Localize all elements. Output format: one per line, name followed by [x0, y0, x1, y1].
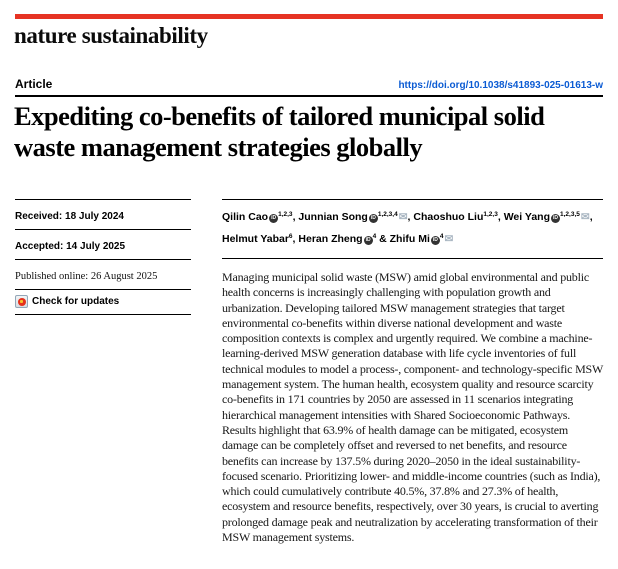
author-name: Heran Zheng [298, 233, 363, 245]
author [390, 233, 454, 245]
accepted-row [15, 229, 191, 259]
check-for-updates-label: Check for updates [32, 296, 120, 307]
brand-bar [15, 14, 603, 19]
author [504, 211, 593, 223]
published-row [15, 259, 191, 289]
metadata-column [15, 199, 191, 545]
affiliation-superscript: 1,2,3 [483, 211, 498, 218]
author-name: Chaoshuo Liu [413, 211, 484, 223]
orcid-icon[interactable]: iD [365, 237, 371, 243]
crossmark-icon [15, 295, 28, 308]
affiliation-superscript: 4 [439, 233, 444, 240]
email-envelope-icon[interactable]: ✉ [444, 233, 454, 245]
journal-logo: nature sustainability [14, 23, 208, 48]
content-columns [15, 199, 603, 545]
author [413, 211, 503, 223]
author-name: Helmut Yabar [222, 233, 289, 245]
masthead [15, 77, 603, 91]
orcid-icon[interactable]: iD [432, 237, 438, 243]
author-name: Qilin Cao [222, 211, 269, 223]
affiliation-superscript: 1,2,3 [278, 211, 293, 218]
email-envelope-icon[interactable]: ✉ [580, 211, 590, 223]
author-separator: & [376, 233, 390, 245]
author-list [222, 199, 603, 249]
orcid-icon[interactable]: iD [552, 215, 558, 221]
received-date: Received: 18 July 2024 [15, 211, 124, 222]
published-date: Published online: 26 August 2025 [15, 271, 158, 282]
author-separator: , [292, 211, 299, 223]
affiliation-superscript: 6 [288, 233, 293, 240]
orcid-icon[interactable]: iD [370, 215, 376, 221]
title-divider [15, 95, 603, 97]
main-column [222, 199, 603, 545]
received-row [15, 199, 191, 229]
author [298, 233, 389, 245]
email-envelope-icon[interactable]: ✉ [398, 211, 408, 223]
affiliation-superscript: 4 [372, 233, 377, 240]
check-for-updates-badge[interactable] [15, 289, 191, 315]
doi-link[interactable]: https://doi.org/10.1038/s41893-025-01613-w [398, 80, 603, 91]
author [298, 211, 413, 223]
author [222, 211, 298, 223]
author-name: Wei Yang [503, 211, 550, 223]
author-separator: , [407, 211, 414, 223]
accepted-date: Accepted: 14 July 2025 [15, 241, 126, 252]
author-separator: , [497, 211, 504, 223]
abstract-text: Managing municipal solid waste (MSW) amid global environmental and public health concerns is increasingly challenging with population growth and urbanization. Developing tailored MSW management strategies that target environmental co-benefits within diverse national development and waste composition contexts is complex and urgently required. We combine a machine-learning-derived MSW generation database with life cycle inventories of full technical modules to model a process-, component- and technology-specific MSW management system. The human health, ecosystem quality and resource scarcity co-benefits in 171 countries by 2050 are assessed in 11 scenarios integrating hierarchical management intensities with Shared Socioeconomic Pathways. Results highlight that 63.9% of health damage can be mitigated, ecosystem damage can be completely offset and reversed to net benefits, and resource benefits can increase by 137.5% during 2020–2050 in the ideal sustainability-focused scenario. Prioritizing lower- and middle-income countries (such as India), which could cumulatively contribute 40.5%, 37.8% and 27.3% of health, ecosystem and resource benefits, respectively, over 30 years, is crucial to averting prolonged damage peak and neutralization by accelerating transformation of their MSW management systems. [222, 270, 603, 545]
author [222, 233, 298, 245]
affiliation-superscript: 1,2,3,5 [559, 211, 580, 218]
page-title: Expediting co-benefits of tailored municipal solid waste management strategies globally [14, 101, 545, 162]
author-name: Zhifu Mi [389, 233, 430, 245]
affiliation-superscript: 1,2,3,4 [377, 211, 398, 218]
author-name: Junnian Song [298, 211, 368, 223]
article-type-label: Article [15, 77, 53, 91]
orcid-icon[interactable]: iD [271, 215, 277, 221]
author-separator: , [292, 233, 299, 245]
author-separator: , [589, 211, 593, 223]
